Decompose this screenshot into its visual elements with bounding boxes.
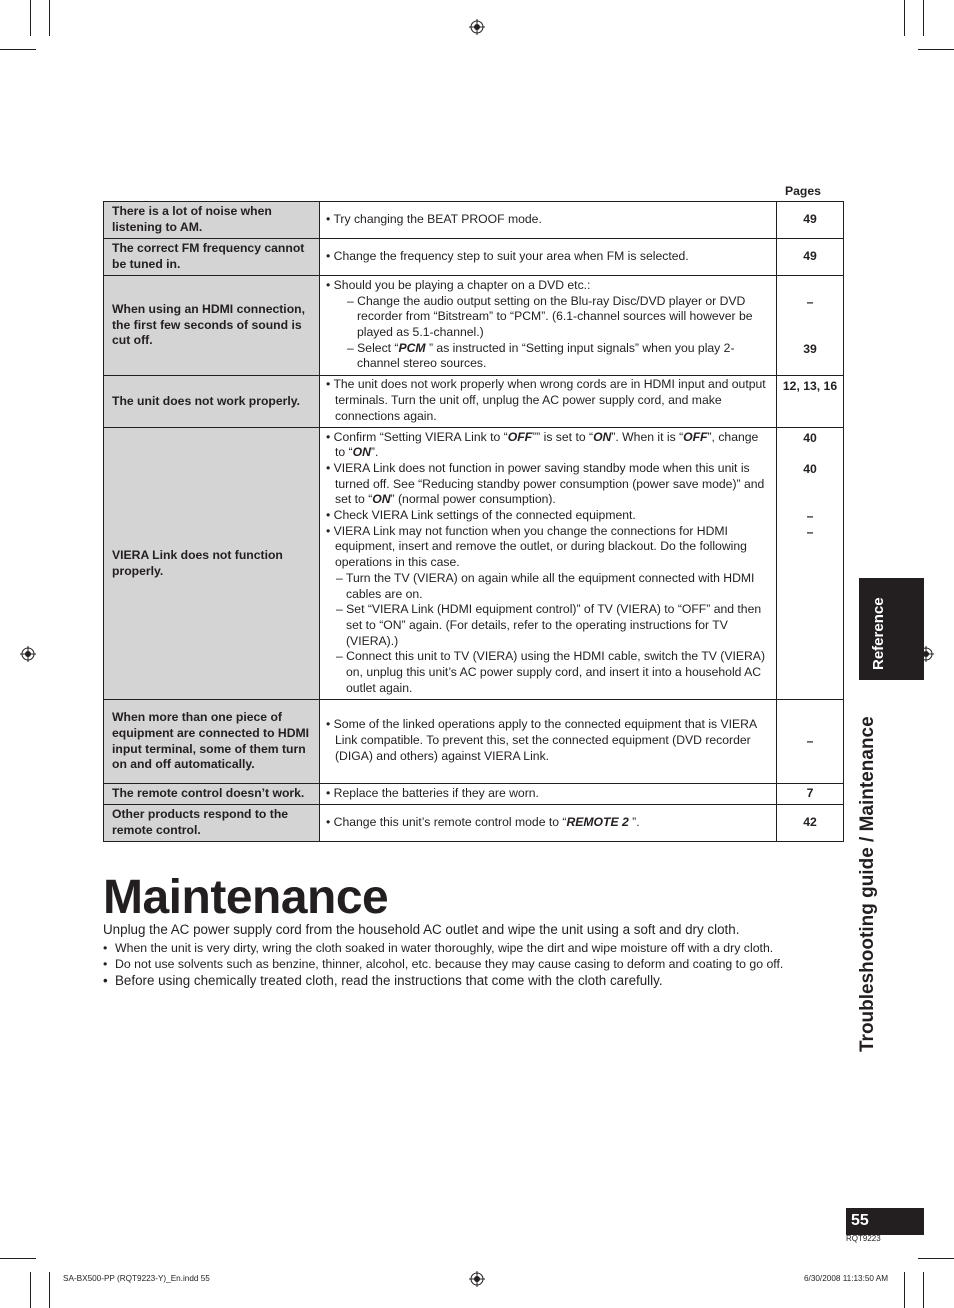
remedy-text: ”. When it is “: [611, 429, 684, 444]
remedy-text: ”.: [370, 445, 379, 460]
pages-column-heading: Pages: [785, 184, 821, 198]
remedy-line: • VIERA Link may not function when you change the connections for HDMI equipment, insert and remove the outlet, or during blackout. Do the following operations in this case.: [326, 523, 747, 570]
table-row: [104, 428, 844, 700]
remedy-cell: [320, 784, 777, 805]
reference-tab-label: Reference: [870, 597, 887, 670]
remedy-text: VIERA Link may not function when you change the connections for HDMI equipment, insert and remove the outlet, or during blackout. Do the following operations in this case.: [333, 523, 747, 570]
pages-cell: [777, 428, 844, 700]
page-ref: 49: [803, 212, 817, 227]
remedy-cell: [320, 239, 777, 276]
remedy-line: • Some of the linked operations apply to the connected equipment that is VIERA Link compatible. To prevent this, set the connected equipment (DVD recorder (DIGA) and others) against VIERA Link.: [326, 717, 757, 763]
remedy-line: • Replace the batteries if they are worn.: [326, 785, 539, 800]
list-item: • Do not use solvents such as benzine, thinner, alcohol, etc. because they may cause casing to deform and coating to go off.: [103, 957, 784, 971]
remedy-line: • VIERA Link does not function in power saving standby mode when this unit is turned off. See “Reducing standby power consumption (power save mode)” and set to “ON” (normal power consumption).: [326, 460, 765, 507]
remedy-line: • Should you be playing a chapter on a DVD etc.:: [326, 277, 591, 292]
remedy-text: VIERA Link does not function in power saving standby mode when this unit is turned off. See “Reducing standby power consumption (power save mode)” and set to “: [333, 460, 765, 507]
page-ref: [778, 494, 842, 510]
remedy-cell: [320, 276, 777, 376]
setting-value: REMOTE 2: [566, 814, 629, 829]
crop-mark: [30, 1272, 31, 1308]
page-ref: [778, 326, 842, 342]
page-ref: 40: [803, 462, 817, 477]
crop-mark: [904, 1272, 905, 1308]
remedy-text: ”, change to “: [335, 429, 759, 460]
pages-cell: [777, 202, 844, 239]
table-row: [104, 700, 844, 784]
remedy-cell: [320, 700, 777, 784]
remedy-text: Change the frequency step to suit your area when FM is selected.: [333, 248, 689, 263]
crop-mark: [923, 0, 924, 36]
table-row: [104, 276, 844, 376]
page-ref: –: [806, 509, 814, 524]
symptom-cell: Other products respond to the remote control.: [104, 805, 320, 842]
crop-mark: [49, 0, 50, 36]
crop-mark: [918, 1258, 954, 1259]
page-ref: –: [806, 294, 814, 309]
setting-value: ON: [372, 492, 391, 507]
remedy-cell: [320, 805, 777, 842]
remedy-line: • Check VIERA Link settings of the connected equipment.: [326, 508, 636, 523]
remedy-text: Replace the batteries if they are worn.: [333, 785, 539, 800]
maintenance-intro: Unplug the AC power supply cord from the household AC outlet and wipe the unit using a soft and dry cloth.: [103, 922, 740, 937]
page-ref: 39: [803, 341, 817, 356]
registration-mark-icon: [469, 1271, 485, 1287]
crop-mark: [904, 0, 905, 36]
list-item: • Before using chemically treated cloth, read the instructions that come with the cloth carefully.: [103, 973, 663, 988]
remedy-line: – Set “VIERA Link (HDMI equipment control)” of TV (VIERA) to “OFF” and then set to “ON” again. (For details, refer to the operating instructions for TV (VIERA).): [336, 602, 762, 648]
remedy-text: Set “VIERA Link (HDMI equipment control)” of TV (VIERA) to “OFF” and then set to “ON” again. (For details, refer to the operating instructions for TV (VIERA).): [346, 602, 762, 648]
page-ref: –: [806, 525, 814, 540]
remedy-text: Should you be playing a chapter on a DVD etc.:: [333, 277, 591, 292]
remedy-line: – Change the audio output setting on the Blu-ray Disc/DVD player or DVD recorder from “Bitstream” to “PCM”. (6.1-channel sources will however be played as 5.1-channel.): [347, 293, 753, 339]
maintenance-list: [103, 940, 843, 989]
crop-mark: [923, 1272, 924, 1308]
remedy-line: • Change this unit’s remote control mode to “REMOTE 2 ”.: [326, 814, 640, 829]
page-ref: 49: [803, 249, 817, 264]
footer-timestamp: 6/30/2008 11:13:50 AM: [804, 1274, 889, 1283]
list-item: • When the unit is very dirty, wring the cloth soaked in water thoroughly, wipe the dirt and wipe moisture off with a dry cloth.: [103, 941, 774, 955]
crop-mark: [0, 1258, 36, 1259]
setting-value: PCM: [398, 340, 426, 355]
table-row: [104, 784, 844, 805]
pages-cell: [777, 700, 844, 784]
remedy-text: Select “: [357, 340, 399, 355]
remedy-text: Turn the TV (VIERA) on again while all the equipment connected with HDMI cables are on.: [345, 570, 755, 601]
pages-cell: [777, 805, 844, 842]
registration-mark-icon: [469, 19, 485, 35]
symptom-cell: The unit does not work properly.: [104, 376, 320, 428]
remedy-text: Change the audio output setting on the Blu-ray Disc/DVD player or DVD recorder from “Bitstream” to “PCM”. (6.1-channel sources will however be played as 5.1-channel.): [357, 293, 753, 339]
registration-mark-icon: [20, 646, 36, 662]
remedy-text: The unit does not work properly when wrong cords are in HDMI input and output terminals. Turn the unit off, unplug the AC power supply cord, and make connections again.: [333, 377, 766, 423]
table-row: [104, 376, 844, 428]
setting-value: ON: [352, 445, 371, 460]
document-code: RQT9223: [846, 1234, 881, 1243]
remedy-line: • The unit does not work properly when wrong cords are in HDMI input and output terminals. Turn the unit off, unplug the AC power supply cord, and make connections again.: [326, 377, 766, 423]
remedy-text: ”” is set to “: [532, 429, 594, 444]
remedy-line: • Change the frequency step to suit your area when FM is selected.: [326, 248, 689, 263]
remedy-line: – Connect this unit to TV (VIERA) using the HDMI cable, switch the TV (VIERA) on, unplug this unit’s AC power supply cord, and insert it into a household AC outlet again.: [336, 649, 765, 695]
troubleshooting-table: [103, 201, 844, 842]
section-side-label: Troubleshooting guide / Maintenance: [857, 716, 878, 1052]
symptom-cell: There is a lot of noise when listening to AM.: [104, 202, 320, 239]
page-ref: [778, 310, 842, 326]
page-ref: 7: [806, 786, 814, 801]
reference-tab: [859, 578, 924, 680]
remedy-cell: [320, 428, 777, 700]
page-ref: [778, 279, 842, 295]
page-ref: [778, 478, 842, 494]
symptom-cell: The remote control doesn’t work.: [104, 784, 320, 805]
remedy-line: • Confirm “Setting VIERA Link to “OFF”” is set to “ON”. When it is “OFF”, change to “ON”.: [326, 429, 759, 460]
remedy-cell: [320, 202, 777, 239]
page-ref: –: [806, 733, 814, 748]
remedy-text: Connect this unit to TV (VIERA) using the HDMI cable, switch the TV (VIERA) on, unplug this unit’s AC power supply cord, and insert it into a household AC outlet again.: [346, 649, 765, 695]
pages-cell: [777, 276, 844, 376]
remedy-line: – Turn the TV (VIERA) on again while all the equipment connected with HDMI cables are on.: [336, 570, 755, 601]
symptom-cell: VIERA Link does not function properly.: [104, 428, 320, 700]
pages-cell: [777, 239, 844, 276]
symptom-cell: When using an HDMI connection, the first few seconds of sound is cut off.: [104, 276, 320, 376]
remedy-text: Some of the linked operations apply to the connected equipment that is VIERA Link compatible. To prevent this, set the connected equipment (DVD recorder (DIGA) and others) against VIERA Link.: [333, 717, 757, 763]
setting-value: OFF: [683, 429, 708, 444]
table-row: [104, 805, 844, 842]
page-ref: 42: [803, 815, 817, 830]
crop-mark: [30, 0, 31, 36]
remedy-cell: [320, 376, 777, 428]
page-number: 55: [851, 1212, 869, 1229]
symptom-cell: When more than one piece of equipment are connected to HDMI input terminal, some of them turn on and off automatically.: [104, 700, 320, 784]
remedy-text: ”.: [628, 814, 640, 829]
remedy-text: Confirm “Setting VIERA Link to “: [333, 429, 508, 444]
pages-cell: [777, 376, 844, 428]
crop-mark: [918, 49, 954, 50]
pages-cell: [777, 784, 844, 805]
remedy-line: • Try changing the BEAT PROOF mode.: [326, 211, 542, 226]
page-ref: 40: [803, 431, 817, 445]
setting-value: OFF: [507, 429, 533, 444]
remedy-text: ” as instructed in “Setting input signals” when you play 2-channel stereo sources.: [357, 340, 735, 371]
remedy-text: ” (normal power consumption).: [390, 492, 556, 507]
page-ref: 12, 13, 16: [782, 379, 838, 393]
footer-file-info: SA-BX500-PP (RQT9223-Y)_En.indd 55: [63, 1274, 210, 1283]
crop-mark: [49, 1272, 50, 1308]
crop-mark: [0, 49, 36, 50]
maintenance-title: Maintenance: [103, 871, 389, 924]
remedy-text: Check VIERA Link settings of the connected equipment.: [333, 508, 636, 523]
symptom-cell: The correct FM frequency cannot be tuned in.: [104, 239, 320, 276]
page-ref: [778, 447, 842, 463]
remedy-text: Try changing the BEAT PROOF mode.: [333, 211, 542, 226]
table-row: [104, 239, 844, 276]
setting-value: ON: [593, 429, 612, 444]
remedy-text: Change this unit’s remote control mode to “: [333, 814, 567, 829]
remedy-line: – Select “PCM ” as instructed in “Setting input signals” when you play 2-channel stereo sources.: [347, 340, 735, 371]
table-row: [104, 202, 844, 239]
